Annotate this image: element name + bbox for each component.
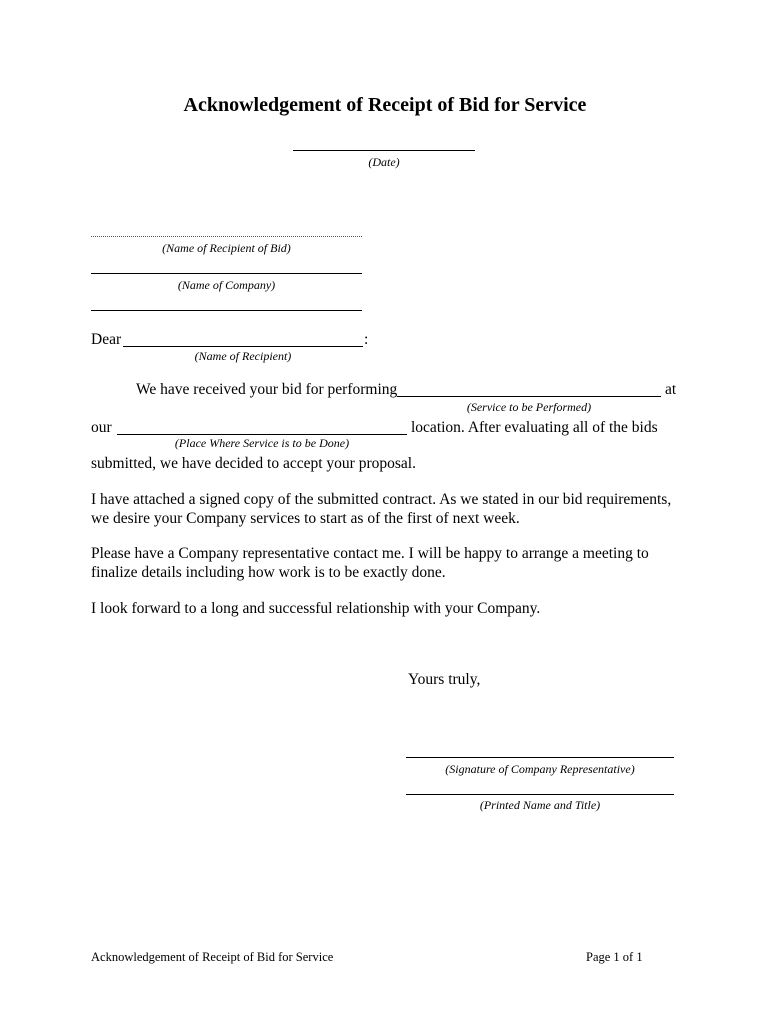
- place-caption: (Place Where Service is to be Done): [174, 436, 350, 450]
- salutation-caption: (Name of Recipient): [194, 349, 292, 363]
- company-name-caption: (Name of Company): [177, 278, 276, 292]
- body-line-2-start: our: [91, 419, 112, 436]
- salutation-colon: :: [364, 331, 369, 348]
- place-line[interactable]: [117, 434, 407, 435]
- company-name-line[interactable]: [91, 273, 362, 274]
- body-line-2-end: location. After evaluating all of the bids: [411, 419, 658, 436]
- body-line-3: submitted, we have decided to accept your proposal.: [91, 455, 416, 472]
- footer-title: Acknowledgement of Receipt of Bid for Service: [91, 950, 334, 964]
- paragraph-contract: I have attached a signed copy of the submitted contract. As we stated in our bid requirements, we desire your Company services to start as of the first of next week.: [91, 491, 672, 527]
- body-line-1-end: at: [665, 381, 677, 398]
- document-title: Acknowledgement of Receipt of Bid for Service: [183, 94, 587, 116]
- date-caption: (Date): [368, 155, 400, 169]
- salutation-recipient-line[interactable]: [123, 346, 363, 347]
- date-line[interactable]: [293, 150, 475, 151]
- body-line-1-start: We have received your bid for performing: [136, 381, 398, 398]
- paragraph-contact: Please have a Company representative contact me. I will be happy to arrange a meeting to finalize details including how work is to be exactly done.: [91, 545, 649, 581]
- address-line[interactable]: [91, 310, 362, 311]
- printed-name-caption: (Printed Name and Title): [479, 798, 601, 812]
- closing: Yours truly,: [408, 671, 481, 688]
- salutation: Dear: [91, 331, 122, 348]
- service-line[interactable]: [397, 396, 661, 397]
- signature-line[interactable]: [406, 757, 674, 758]
- printed-name-line[interactable]: [406, 794, 674, 795]
- recipient-name-caption: (Name of Recipient of Bid): [162, 241, 291, 255]
- service-caption: (Service to be Performed): [466, 400, 592, 414]
- signature-caption: (Signature of Company Representative): [445, 762, 635, 776]
- recipient-name-line[interactable]: [91, 236, 362, 237]
- footer-page-number: Page 1 of 1: [586, 950, 643, 964]
- paragraph-relationship: I look forward to a long and successful relationship with your Company.: [91, 600, 541, 617]
